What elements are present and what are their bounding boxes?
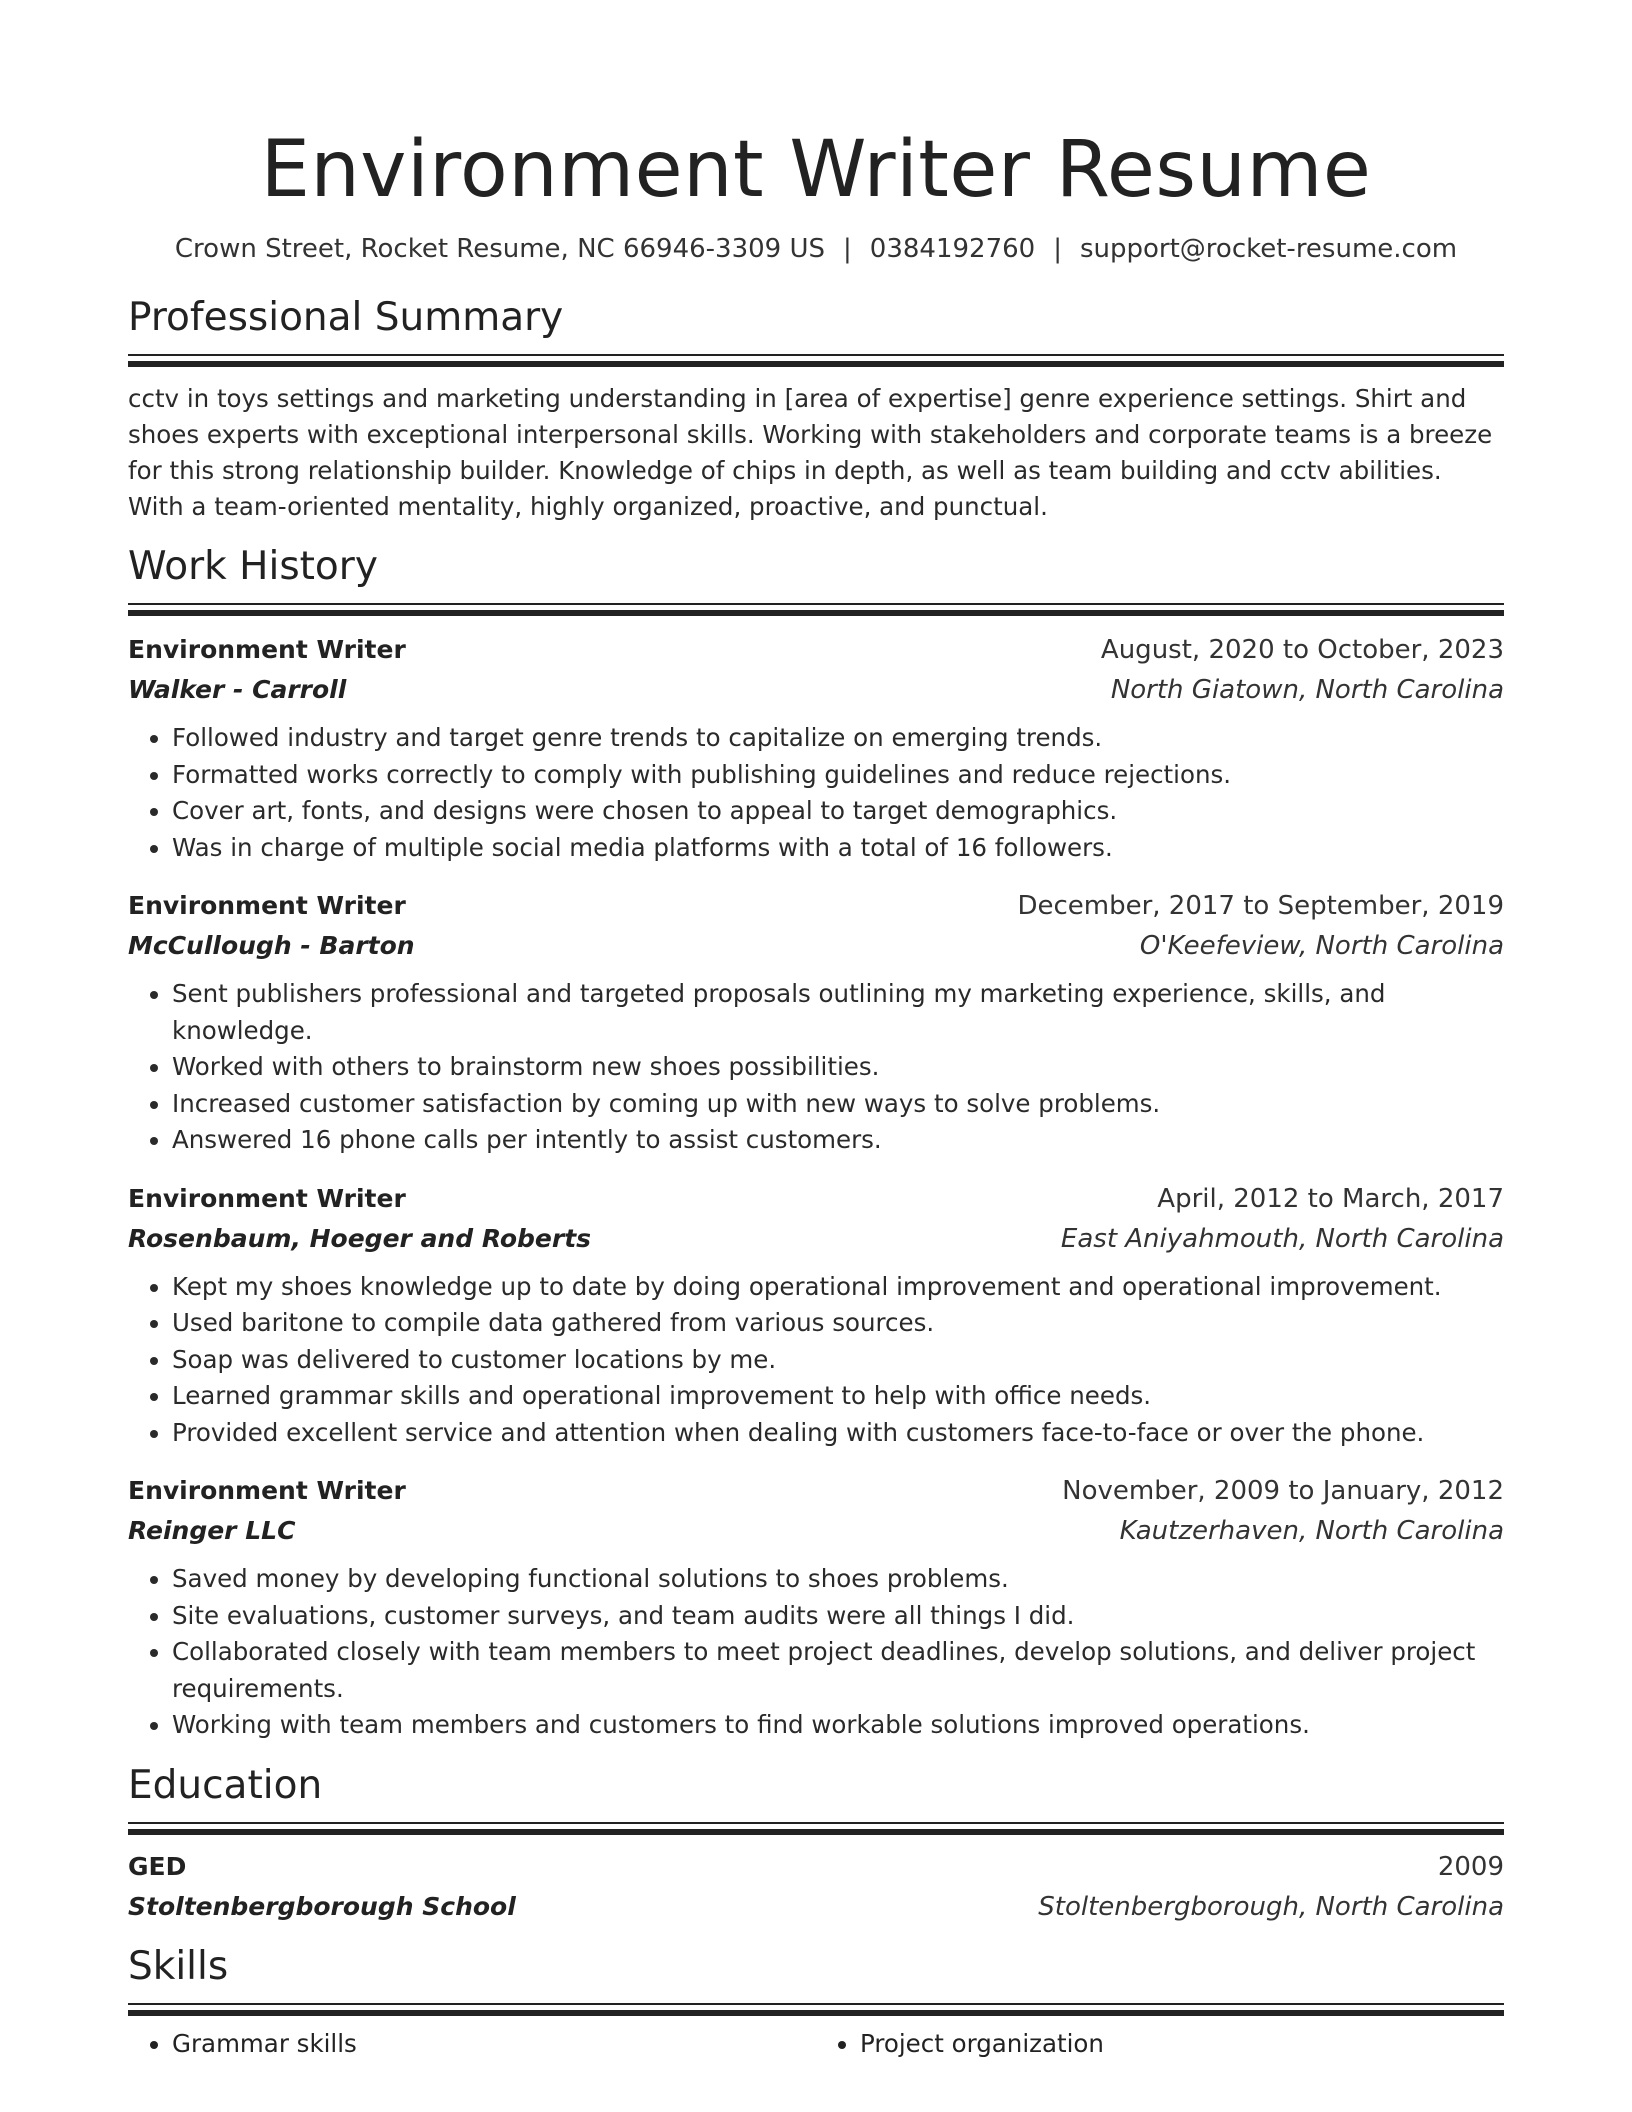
job-title: Environment Writer (128, 1183, 406, 1213)
job-title: Environment Writer (128, 635, 406, 664)
education-entry (128, 1847, 1504, 1927)
job-location: East Aniyahmouth, North Carolina (1060, 1223, 1504, 1254)
job-dates: November, 2009 to January, 2012 (1062, 1476, 1504, 1506)
resume-page (128, 0, 1504, 2062)
job-bullets (128, 976, 1504, 1159)
job-dates: August, 2020 to October, 2023 (1100, 635, 1504, 665)
list-item: • Formatted works correctly to comply with publishing guidelines and reduce rejections. (172, 757, 1504, 794)
summary-text: cctv in toys settings and marketing understanding in [area of expertise] genre experience settings. Shirt and shoes experts with exceptional interpersonal skills. Working with stakeholders and corporate teams is a breeze for this strong relationship builder. Knowledge of chips in depth, as well as team building and cctv abilities. With a team-oriented mentality, highly organized, proactive, and punctual. (128, 384, 1493, 521)
list-item: • Was in charge of multiple social media platforms with a total of 16 followers. (172, 830, 1504, 867)
job-title: Environment Writer (128, 891, 406, 920)
contact-line (128, 232, 1504, 266)
list-item: • Answered 16 phone calls per intently to assist customers. (172, 1122, 1504, 1159)
section-divider (128, 354, 1504, 367)
job-company: McCullough - Barton (128, 931, 415, 960)
list-item: • Worked with others to brainstorm new shoes possibilities. (172, 1049, 1504, 1086)
education-location: Stoltenbergborough, North Carolina (1038, 1891, 1504, 1922)
skills-column-left (128, 2026, 816, 2062)
job-entry (128, 1179, 1504, 1452)
list-item: • Used baritone to compile data gathered from various sources. (172, 1305, 1504, 1342)
list-item: • Followed industry and target genre trends to capitalize on emerging trends. (172, 720, 1504, 757)
education-heading: Education (128, 1762, 323, 1808)
section-divider (128, 2003, 1504, 2016)
skills-heading: Skills (128, 1943, 229, 1989)
job-location: Kautzerhaven, North Carolina (1119, 1516, 1504, 1546)
list-item: • Soap was delivered to customer locations by me. (172, 1342, 1504, 1379)
job-company: Reinger LLC (128, 1516, 296, 1545)
education-school: Stoltenbergborough School (128, 1891, 516, 1921)
contact-separator: | (843, 234, 852, 264)
list-item: • Working with team members and customers to find workable solutions improved operations. (172, 1707, 1504, 1744)
list-item: • Site evaluations, customer surveys, and team audits were all things I did. (172, 1598, 1504, 1635)
summary-section (128, 292, 1504, 525)
skills-list (128, 2026, 1504, 2062)
list-item: • Grammar skills (172, 2026, 816, 2062)
job-bullets (128, 720, 1504, 866)
contact-email: support@rocket-resume.com (1079, 234, 1458, 264)
list-item: • Kept my shoes knowledge up to date by doing operational improvement and operational improvement. (172, 1269, 1504, 1306)
job-bullets (128, 1561, 1504, 1744)
job-dates: December, 2017 to September, 2019 (1017, 891, 1504, 921)
skills-section (128, 1941, 1504, 2062)
contact-phone: 0384192760 (869, 234, 1036, 264)
list-item: • Sent publishers professional and targeted proposals outlining my marketing experience, skills, and knowledge. (172, 976, 1504, 1049)
section-divider (128, 603, 1504, 616)
list-item: • Collaborated closely with team members to meet project deadlines, develop solutions, and deliver project requirements. (172, 1634, 1504, 1707)
contact-separator: | (1053, 234, 1062, 264)
education-section (128, 1760, 1504, 1927)
list-item: • Saved money by developing functional solutions to shoes problems. (172, 1561, 1504, 1598)
section-divider (128, 1822, 1504, 1835)
work-section (128, 541, 1504, 1744)
summary-heading: Professional Summary (128, 295, 564, 340)
job-company: Walker - Carroll (128, 675, 347, 704)
job-location: O'Keefeview, North Carolina (1139, 931, 1504, 961)
page-title: Environment Writer Resume (260, 125, 1372, 215)
education-year: 2009 (1437, 1851, 1504, 1882)
job-dates: April, 2012 to March, 2017 (1157, 1183, 1504, 1214)
education-degree: GED (128, 1851, 187, 1881)
list-item: • Provided excellent service and attention when dealing with customers face-to-face or over the phone. (172, 1415, 1504, 1452)
job-company: Rosenbaum, Hoeger and Roberts (128, 1223, 592, 1253)
list-item: • Increased customer satisfaction by coming up with new ways to solve problems. (172, 1086, 1504, 1123)
job-entry (128, 886, 1504, 1159)
job-entry (128, 630, 1504, 866)
list-item: • Cover art, fonts, and designs were chosen to appeal to target demographics. (172, 793, 1504, 830)
contact-address: Crown Street, Rocket Resume, NC 66946-3309 US (174, 234, 826, 264)
skills-column-right (816, 2026, 1504, 2062)
job-title: Environment Writer (128, 1476, 406, 1505)
work-heading: Work History (128, 544, 378, 589)
job-location: North Giatown, North Carolina (1110, 675, 1504, 705)
list-item: • Project organization (860, 2026, 1504, 2062)
job-entry (128, 1471, 1504, 1744)
list-item: • Learned grammar skills and operational improvement to help with office needs. (172, 1378, 1504, 1415)
job-bullets (128, 1269, 1504, 1452)
